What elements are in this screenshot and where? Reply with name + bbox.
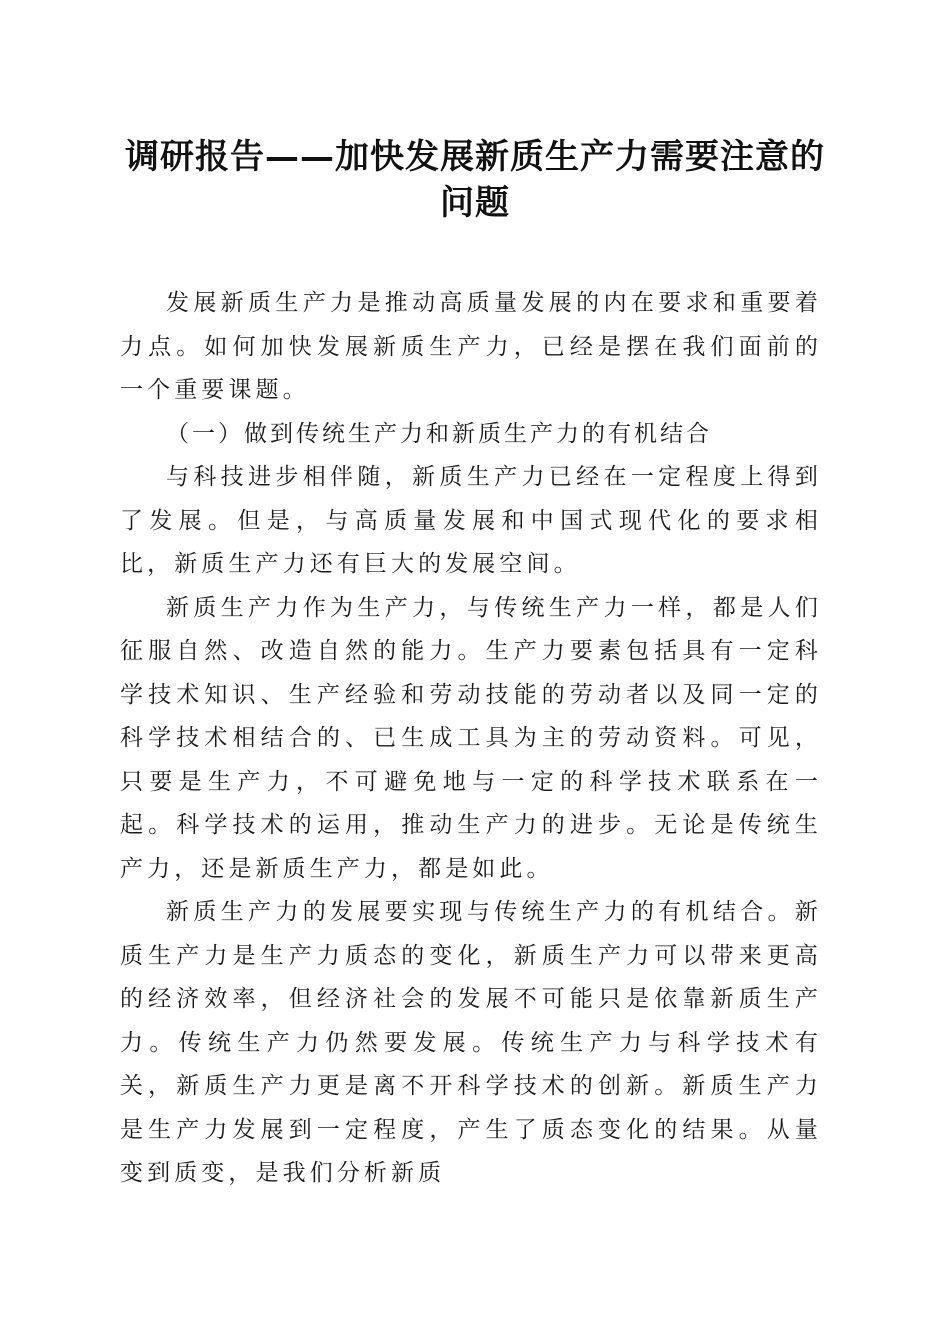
body-paragraph: 与科技进步相伴随，新质生产力已经在一定程度上得到了发展。但是，与高质量发展和中国式现代化的要求相比，新质生产力还有巨大的发展空间。 xyxy=(120,464,822,577)
body-paragraph: 新质生产力作为生产力，与传统生产力一样，都是人们征服自然、改造自然的能力。生产力要素包括具有一定科学技术知识、生产经验和劳动技能的劳动者以及同一定的科学技术相结合的、已生成工具为主的劳动资料。可见，只要是生产力，不可避免地与一定的科学技术联系在一起。科学技术的运用，推动生产力的进步。无论是传统生产力，还是新质生产力，都是如此。 xyxy=(120,594,822,882)
body-paragraph: 新质生产力的发展要实现与传统生产力的有机结合。新质生产力是生产力质态的变化，新质生产力可以带来更高的经济效率，但经济社会的发展不可能只是依靠新质生产力。传统生产力仍然要发展。传统生产力与科学技术有关，新质生产力更是离不开科学技术的创新。新质生产力是生产力发展到一定程度，产生了质态变化的结果。从量变到质变，是我们分析新质 xyxy=(120,899,822,1186)
intro-paragraph: 发展新质生产力是推动高质量发展的内在要求和重要着力点。如何加快发展新质生产力，已经是摆在我们面前的一个重要课题。 xyxy=(120,290,822,403)
section-heading: （一）做到传统生产力和新质生产力的有机结合 xyxy=(166,420,712,447)
document-title: 调研报告——加快发展新质生产力需要注意的问题 xyxy=(125,137,825,223)
document-body xyxy=(120,282,822,1196)
